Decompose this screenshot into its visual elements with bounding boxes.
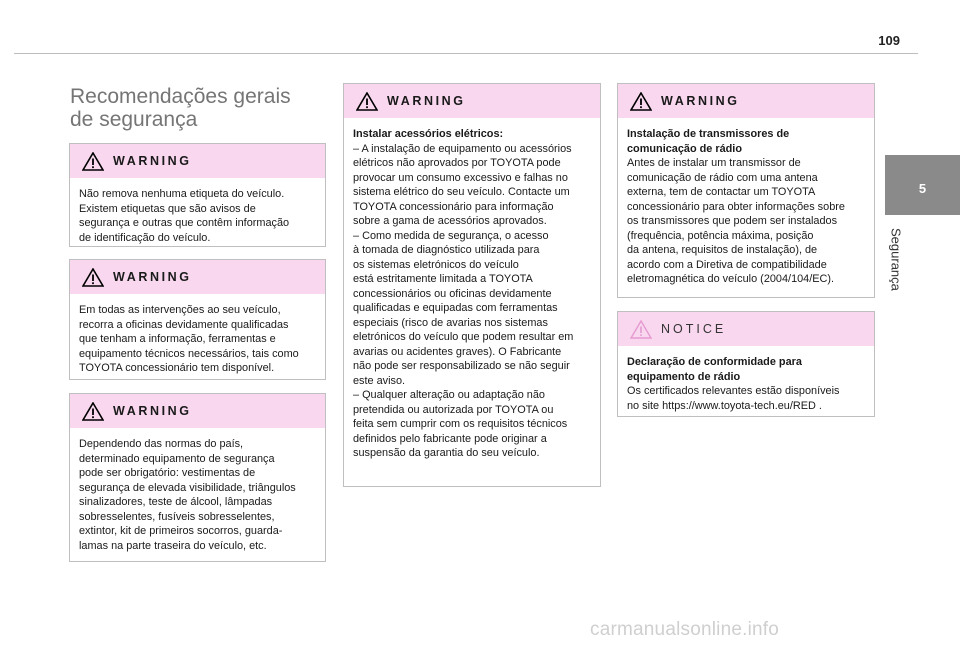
text-line: eletromagnética do veículo (2004/104/EC). [627,273,835,285]
warning-text [70,178,325,245]
warning-header [70,260,325,294]
text-line: – A instalação de equipamento ou acessórios [353,142,572,155]
text-line: equipamento técnicos necessários, tais como [79,347,299,360]
text-line: concessionário para obter informações sobre [627,200,845,213]
title-line-2: de segurança [70,108,198,131]
text-line: segurança e outras que contêm informação [79,217,290,229]
text-line: Antes de instalar um transmissor de [627,157,801,169]
text-line: (frequência, potência máxima, posição [627,229,814,242]
notice-heading-2: equipamento de rádio [627,370,741,383]
text-line: qualificadas e equipadas com ferramentas [353,302,558,314]
warning-label: WARNING [661,94,740,108]
text-line: TOYOTA concessionário tem disponível. [79,362,275,374]
warning-heading: Instalação de transmissores de [627,128,790,140]
text-line: sistema elétrico do seu veículo. Contacte um [353,186,570,198]
text-line: sobre a gama de acessórios aprovados. [353,215,547,227]
notice-heading: Declaração de conformidade para [627,356,802,368]
warning-triangle-icon [82,152,104,171]
warning-header [344,84,600,118]
text-line: determinado equipamento de segurança [79,452,275,465]
text-line: os transmissores que podem ser instalados [627,215,838,227]
notice-header [618,312,874,346]
text-line: especiais (risco de avarias nos sistemas [353,316,548,329]
text-line: acordo com a Diretiva de compatibilidade [627,258,827,271]
text-line: Os certificados relevantes estão disponíveis [627,385,840,397]
warning-triangle-icon [82,268,104,287]
text-line: está estritamente limitada a TOYOTA [353,273,533,285]
warning-text [70,428,325,553]
text-line: elétricos não aprovados por TOYOTA pode [353,157,561,169]
text-line: – Como medida de segurança, o acesso [353,229,549,242]
warning-heading-2: comunicação de rádio [627,142,742,155]
text-line: extintor, kit de primeiros socorros, guarda- [79,525,283,537]
text-line: Não remova nenhuma etiqueta do veículo. [79,188,285,200]
text-line: lamas na parte traseira do veículo, etc. [79,539,267,552]
text-line: TOYOTA concessionário para informação [353,200,554,213]
chapter-tab[interactable] [885,155,960,215]
text-line: eletrónicos do veículo que podem resultar em [353,331,574,343]
text-line: de identificação do veículo. [79,231,211,244]
text-line: comunicação de rádio com uma antena [627,171,818,184]
warning-box-accessories [343,83,601,487]
title-line-1: Recomendações gerais [70,85,291,108]
text-line: provocar um consumo excessivo e falhas no [353,171,568,184]
warning-header [618,84,874,118]
warning-label: WARNING [387,94,466,108]
text-line: não pode ser responsabilizado se não seguir [353,360,570,372]
chapter-number: 5 [918,181,927,196]
text-line: – Qualquer alteração ou adaptação não [353,389,545,401]
warning-label: WARNING [113,404,192,418]
text-line: da antena, requisitos de instalação), de [627,244,818,256]
warning-triangle-icon [630,92,652,111]
text-line: sinalizadores, teste de álcool, lâmpadas [79,496,273,508]
text-line: este aviso. [353,374,406,387]
text-line: pode ser obrigatório: vestimentas de [79,467,256,479]
text-line: definidos pelo fabricante pode originar a [353,432,547,445]
warning-header [70,144,325,178]
text-line: avarias ou acidentes graves). O Fabricante [353,345,562,358]
text-line: suspensão da garantia do seu veículo. [353,447,540,459]
text-line: no site https://www.toyota-tech.eu/RED . [627,399,822,412]
watermark: carmanualsonline.info [590,619,780,640]
warning-text [344,118,600,461]
text-line: feita sem cumprir com os requisitos técnicos [353,418,568,430]
warning-box-labels [69,143,326,247]
notice-triangle-icon [630,320,652,339]
text-line: sobresselentes, fusíveis sobresselentes, [79,510,275,523]
chapter-label: Segurança [888,228,904,291]
text-line: Em todas as intervenções ao seu veículo, [79,304,281,316]
warning-box-radio [617,83,875,298]
text-line: à tomada de diagnóstico utilizada para [353,244,540,256]
text-line: pretendida ou autorizada por TOYOTA ou [353,403,554,416]
notice-label: NOTICE [661,322,727,336]
warning-text [618,118,874,287]
text-line: segurança de elevada visibilidade, triângulos [79,481,296,494]
notice-box-conformity [617,311,875,417]
text-line: concessionários ou oficinas devidamente [353,287,552,300]
text-line: recorra a oficinas devidamente qualificadas [79,318,289,331]
text-line: que tenham a informação, ferramentas e [79,333,276,345]
text-line: os sistemas eletrónicos do veículo [353,258,519,271]
text-line: Dependendo das normas do país, [79,438,244,450]
warning-triangle-icon [356,92,378,111]
warning-box-workshops [69,259,326,380]
warning-heading: Instalar acessórios elétricos: [353,128,504,140]
warning-label: WARNING [113,270,192,284]
warning-triangle-icon [82,402,104,421]
warning-box-equipment [69,393,326,562]
header-rule [14,53,918,54]
warning-text [70,294,325,376]
page-title [70,85,330,131]
page-number: 109 [878,33,900,48]
warning-header [70,394,325,428]
chapter-label-wrap [876,228,916,318]
notice-text [618,346,874,413]
text-line: Existem etiquetas que são avisos de [79,202,256,215]
text-line: externa, tem de contactar um TOYOTA [627,186,816,198]
warning-label: WARNING [113,154,192,168]
